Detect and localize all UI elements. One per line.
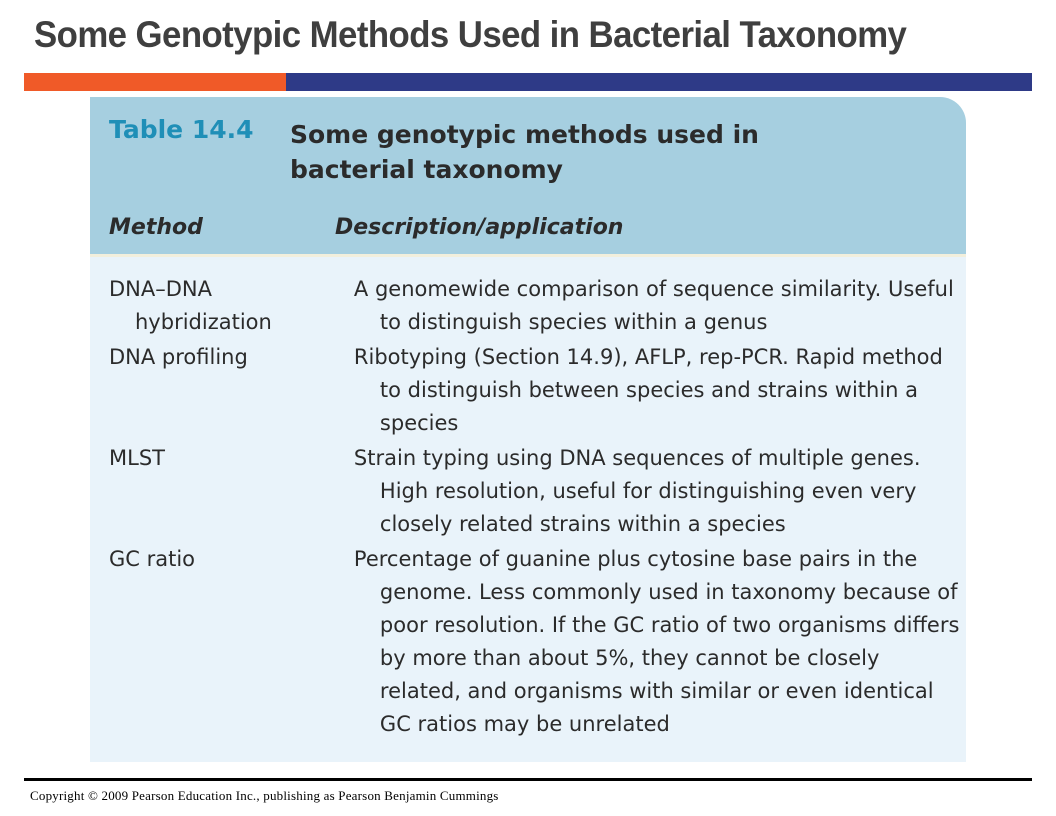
table-number-label: Table 14.4 — [109, 115, 254, 144]
copyright-notice: Copyright © 2009 Pearson Education Inc., publishing as Pearson Benjamin Cummings — [30, 788, 499, 803]
table-row — [90, 442, 966, 541]
table-body — [90, 273, 966, 743]
slide-title: Some Genotypic Methods Used in Bacterial Taxonomy — [34, 14, 907, 55]
table-header — [90, 97, 966, 257]
description-cell: Strain typing using DNA sequences of multiple genes. High resolution, useful for distinguishing even very closely related strains within a species — [353, 446, 921, 536]
table-card — [90, 97, 966, 762]
description-cell: Ribotyping (Section 14.9), AFLP, rep-PCR. Rapid method to distinguish between species and strains within a species — [353, 345, 943, 435]
table-row — [90, 543, 966, 741]
title-underline-navy — [286, 73, 1032, 91]
table-row — [90, 341, 966, 440]
table-caption: Some genotypic methods used in bacterial taxonomy — [290, 120, 759, 184]
column-header-method: Method — [109, 215, 203, 240]
column-header-description: Description/application — [335, 215, 624, 240]
table-row — [90, 273, 966, 339]
title-underline-orange — [24, 73, 286, 91]
description-cell: Percentage of guanine plus cytosine base pairs in the genome. Less commonly used in taxonomy because of poor resolution. If the GC ratio of two organisms differs by more than about 5%, they cannot be closely related, and organisms with similar or even identical GC ratios may be unrelated — [353, 547, 960, 736]
description-cell: A genomewide comparison of sequence similarity. Useful to distinguish species within a genus — [353, 277, 954, 334]
method-cell: MLST — [109, 446, 165, 470]
footer-rule — [24, 778, 1032, 781]
method-cell: DNA profiling — [109, 345, 248, 369]
method-cell: DNA–DNA hybridization — [109, 277, 272, 334]
method-cell: GC ratio — [109, 547, 196, 571]
